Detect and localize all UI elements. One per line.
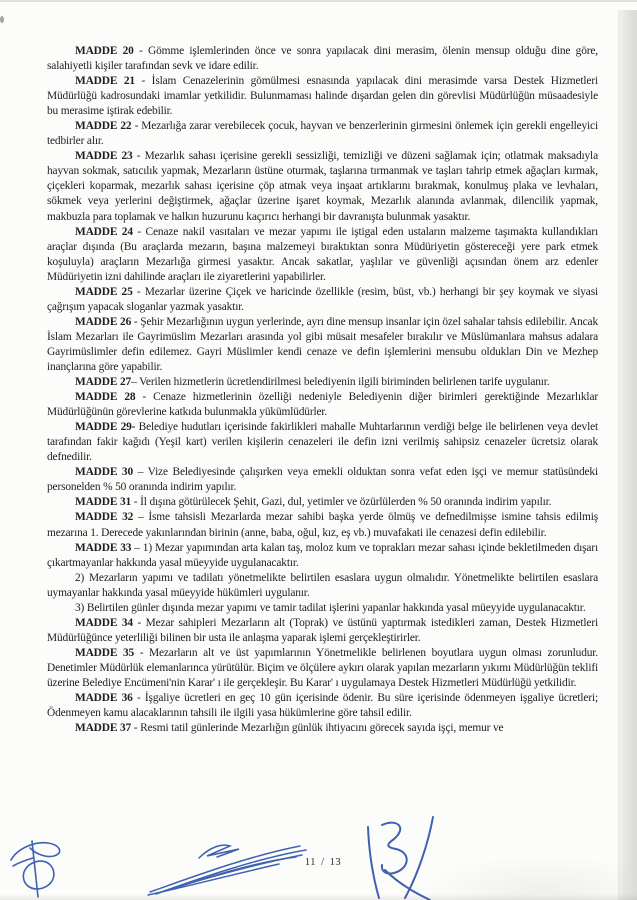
article-text: – Vize Belediyesinde çalışırken veya emekli olduktan sonra vefat eden işçi ve memur statüsündeki personelden % 50 oranında indirim yapılır.	[47, 466, 598, 494]
article-text: - Cenaze nakil vasıtaları ve mezar yapımı ile iştigal eden ustaların malzeme taşımakta kullandıkları araçlar dışında (Bu araçlarda mezarın, başına malzemeyi bıraktıktan sonra Müdüriyetin göstereceği yere park etmek koşuluyla) araçların Mezarlığa girmesi yasaktır. Ancak sakatlar, yaşlılar ve güvenliği açısından önem arz edenler Müdüriyetin izni dahilinde araçları ile ziyaretlerini yapabilirler.	[47, 225, 598, 283]
article-label: MADDE 35	[75, 646, 135, 659]
signature-left-paraph-icon	[4, 833, 76, 899]
article-label: MADDE 27	[75, 376, 132, 389]
scan-speck	[0, 16, 4, 23]
article-label: MADDE 30	[75, 466, 134, 479]
article-label: MADDE 25	[75, 285, 133, 298]
article-paragraph	[47, 510, 598, 540]
scan-right-edge-shadow	[618, 10, 637, 900]
article-paragraph	[47, 465, 598, 495]
article-paragraph	[47, 225, 598, 285]
article-text: - Mezarların alt ve üst yapımlarının Yönetmelikle belirlenen boyutlara uygun olması zorunludur. Denetimler Müdürlük elemanlarınca yürütülür. Biçim ve ölçülere aykırı olarak yapılan mezarların yıkımı Müdürlüğün teklifi üzerine Belediye Encümeni'nin Karar' ı ile gerçekleşir. Bu Karar' ı uygulamaya Destek Hizmetleri Müdürlüğü yetkilidir.	[47, 646, 598, 689]
article-text: Belediye hudutları içerisinde fakirlikleri mahalle Muhtarlarının verdiği belge ile belirlenen veya devlet tarafından fakir kağıdı (Yeşil kart) verilen kişilerin cenazeleri ile defin izni verilmiş sahipsiz cenazeler ücretsiz olarak defnedilir.	[47, 421, 598, 464]
article-paragraph	[47, 375, 598, 390]
article-label: MADDE 23	[75, 150, 133, 163]
signature-right-strokes	[368, 817, 433, 900]
article-paragraph	[47, 420, 598, 465]
article-text: - Resmi tatil günlerinde Mezarlığın günlük ihtiyacını görecek sayıda işçi, memur ve	[131, 722, 504, 735]
article-label: MADDE 29-	[75, 421, 136, 434]
article-text: - Cenaze hizmetlerinin özelliği nedeniyle Belediyenin diğer birimleri gerektiğinde Mezarlıklar Müdürlüğünün görevlerine katkıda bulunmakla yükümlüdürler.	[47, 391, 598, 419]
article-paragraph	[47, 149, 598, 224]
article-label: MADDE 34	[75, 616, 133, 629]
article-label: MADDE 31	[75, 496, 132, 509]
article-text: – 1) Mezar yapımından arta kalan taş, moloz kum ve toprakları mezar sahası içinde bekletilmeden dışarı çıkartmayanlar hakkında yasal müeyyide uygulanacaktır.	[47, 541, 598, 569]
article-text: 2) Mezarların yapımı ve tadilatı yönetmelikte belirtilen esaslara uygun olmalıdır. Yönetmelikte belirtilen esaslara uymayanlar hakkında yasal müeyyide hükümleri uygulanır.	[47, 571, 598, 599]
article-paragraph	[47, 119, 598, 149]
article-text: 3) Belirtilen günler dışında mezar yapımı ve tamir tadilat işlerini yapanlar hakkında yasal müeyyide uygulanacaktır.	[75, 601, 586, 614]
article-text: - İl dışına götürülecek Şehit, Gazi, dul, yetimler ve özürlülerden % 50 oranında indirim yapılır.	[131, 496, 552, 509]
article-text: – Verilen hizmetlerin ücretlendirilmesi belediyenin ilgili biriminden belirlenen tarife uygulanır.	[131, 376, 550, 389]
article-text: - Gömme işlemlerinden önce ve sonra yapılacak dini merasim, ölenin mensup olduğu dine göre, salahiyetli kişiler tarafından sevk ve idare edilir.	[47, 45, 598, 73]
article-label: MADDE 21	[75, 75, 135, 88]
scan-top-edge	[0, 0, 637, 2]
article-text: - Mezarlığa zarar verebilecek çocuk, hayvan ve benzerlerinin girmesini önlemek için gerekli engelleyici tedbirler alır.	[47, 120, 598, 148]
signature-left-strokes	[11, 841, 60, 897]
article-paragraph	[47, 495, 598, 510]
article-paragraph	[47, 616, 598, 646]
document-body	[47, 44, 598, 736]
article-text: - İşgaliye ücretleri en geç 10 gün içerisinde ödenir. Bu süre içerisinde ödenmeyen işgaliye ücretleri; Ödenmeyen kamu alacaklarının tahsili ile ilgili yasa hükümlerine göre tahsil edilir.	[47, 692, 598, 720]
article-paragraph	[47, 390, 598, 420]
article-text: - Mezarlık sahası içerisine gerekli sessizliği, temizliği ve düzeni sağlamak için; otlatmak maksadıyla hayvan sokmak, satıcılık yapmak, Mezarların üstüne oturmak, taşlarına tırmanmak ve taşları tahrip etmek ağaçları kırmak, çiçekleri koparmak, mezarlık sahası içerisine çöp atmak veya inşaat artıklarını bırakmak, konulmuş plaka ve levhaları, sökmek veya yerlerini değiştirmek, ağaçlar üzerine işaret koymak, Mezarlık alanında avlanmak, dilencilik yapmak, makbuzla para toplamak ve halkın huzurunu kaçırıcı herhangi bir davranışta bulunmak yasaktır.	[47, 150, 598, 223]
article-label: MADDE 32	[75, 511, 134, 524]
article-paragraph	[47, 646, 598, 691]
article-text: – İsme tahsisli Mezarlarda mezar sahibi başka yerde ölmüş ve defnedilmişse ismine tahsis edilmiş mezarına 1. Derecede yakınlarından birinin (anne, baba, oğul, kız, eş vb.) muvafakati ile cenazesi defin edilebilir.	[47, 511, 598, 539]
article-paragraph	[47, 74, 598, 119]
article-text: - Şehir Mezarlığının uygun yerlerinde, ayrı dine mensup insanlar için özel sahalar tahsis edilebilir. Ancak İslam Mezarları ile Gayrimüslim Mezarları arasında yol gibi müsait mesafeler bırakılır ve Müslümanlara mahsus adalara Gayrimüslimler defin edilemez. Gayri Müslimler kendi cenaze ve defin işlemlerini mensubu oldukları Din ve Mezhep inançlarına göre yapabilir.	[47, 315, 598, 373]
article-label: MADDE 24	[75, 225, 133, 238]
page-number: 11 / 13	[304, 857, 342, 868]
article-label: MADDE 37	[75, 722, 132, 735]
article-label: MADDE 28	[75, 391, 136, 404]
article-label: MADDE 20	[75, 45, 134, 57]
article-paragraph	[47, 571, 598, 601]
article-paragraph	[47, 44, 598, 74]
article-paragraph	[47, 691, 598, 721]
article-label: MADDE 36	[75, 692, 133, 705]
article-text: - Mezar sahipleri Mezarların alt (Toprak) ve üstünü yaptırmak istedikleri zaman, Destek Hizmetleri Müdürlüğünce yeterliliği bilinen bir usta ile anlaşma yaparak işlemi gerçekleştirirler.	[47, 616, 598, 644]
signature-right-initials-icon	[357, 812, 457, 900]
signature-center-strokes	[148, 845, 306, 895]
article-text: - İslam Cenazelerinin gömülmesi esnasında yapılacak dini merasimde varsa Destek Hizmetleri Müdürlüğü kadrosundaki imamlar yetkilidir. Bulunmaması halinde dışardan gelen din görevlisi Müdürlüğün müsaadesiyle bu merasime iştirak edebilir.	[47, 75, 598, 118]
article-paragraph	[47, 601, 598, 616]
article-label: MADDE 26	[75, 315, 132, 328]
article-paragraph	[47, 541, 598, 571]
article-label: MADDE 33	[75, 541, 132, 554]
article-text: - Mezarlar üzerine Çiçek ve haricinde özellikle (resim, büst, vb.) herhangi bir şey koymak ve siyasi çağrışım yapacak sloganlar yazmak yasaktır.	[47, 285, 598, 313]
article-label: MADDE 22	[75, 120, 132, 133]
article-paragraph	[47, 315, 598, 375]
signature-center-scribble-icon	[147, 841, 309, 897]
article-paragraph	[47, 285, 598, 315]
article-paragraph	[47, 721, 598, 736]
